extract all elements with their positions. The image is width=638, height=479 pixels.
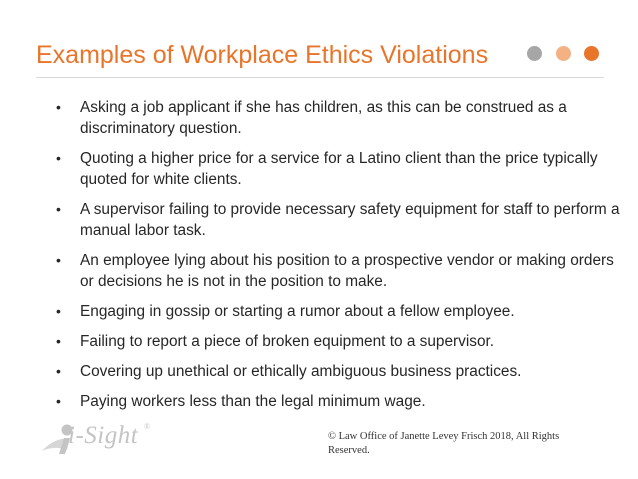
list-item-text: A supervisor failing to provide necessary safety equipment for staff to perform a manual labor task. — [80, 201, 620, 239]
bullet-icon: • — [56, 252, 61, 268]
title-divider — [36, 77, 604, 78]
list-item — [56, 250, 622, 292]
list-item-text: Paying workers less than the legal minimum wage. — [80, 393, 426, 410]
bullet-icon: • — [56, 99, 61, 115]
violations-list — [56, 97, 622, 421]
list-item — [56, 361, 622, 382]
slide-title: Examples of Workplace Ethics Violations — [36, 41, 489, 69]
bullet-icon: • — [56, 363, 61, 379]
list-item — [56, 331, 622, 352]
bullet-icon: • — [56, 201, 61, 217]
list-item-text: Engaging in gossip or starting a rumor about a fellow employee. — [80, 303, 515, 320]
list-item — [56, 301, 622, 322]
registered-mark: ® — [144, 422, 151, 431]
orange-dot-icon — [584, 46, 599, 61]
bullet-icon: • — [56, 303, 61, 319]
list-item-text: An employee lying about his position to a prospective vendor or making orders or decisions he is not in the position to make. — [80, 252, 614, 290]
light-orange-dot-icon — [556, 46, 571, 61]
bullet-icon: • — [56, 393, 61, 409]
list-item — [56, 391, 622, 412]
bullet-icon: • — [56, 333, 61, 349]
list-item-text: Failing to report a piece of broken equipment to a supervisor. — [80, 333, 495, 350]
list-item-text: Covering up unethical or ethically ambiguous business practices. — [80, 363, 522, 380]
list-item-text: Quoting a higher price for a service for a Latino client than the price typically quoted for white clients. — [80, 150, 598, 188]
bullet-icon: • — [56, 150, 61, 166]
decorative-dots-icon — [524, 46, 604, 66]
logo-text: i-Sight — [68, 422, 139, 449]
copyright-notice: © Law Office of Janette Levey Frisch 2018, All Rights Reserved. — [328, 431, 560, 456]
list-item — [56, 97, 622, 139]
list-item — [56, 199, 622, 241]
gray-dot-icon — [527, 46, 542, 61]
list-item — [56, 148, 622, 190]
i-sight-logo — [40, 420, 170, 456]
list-item-text: Asking a job applicant if she has children, as this can be construed as a discriminatory question. — [80, 99, 567, 137]
